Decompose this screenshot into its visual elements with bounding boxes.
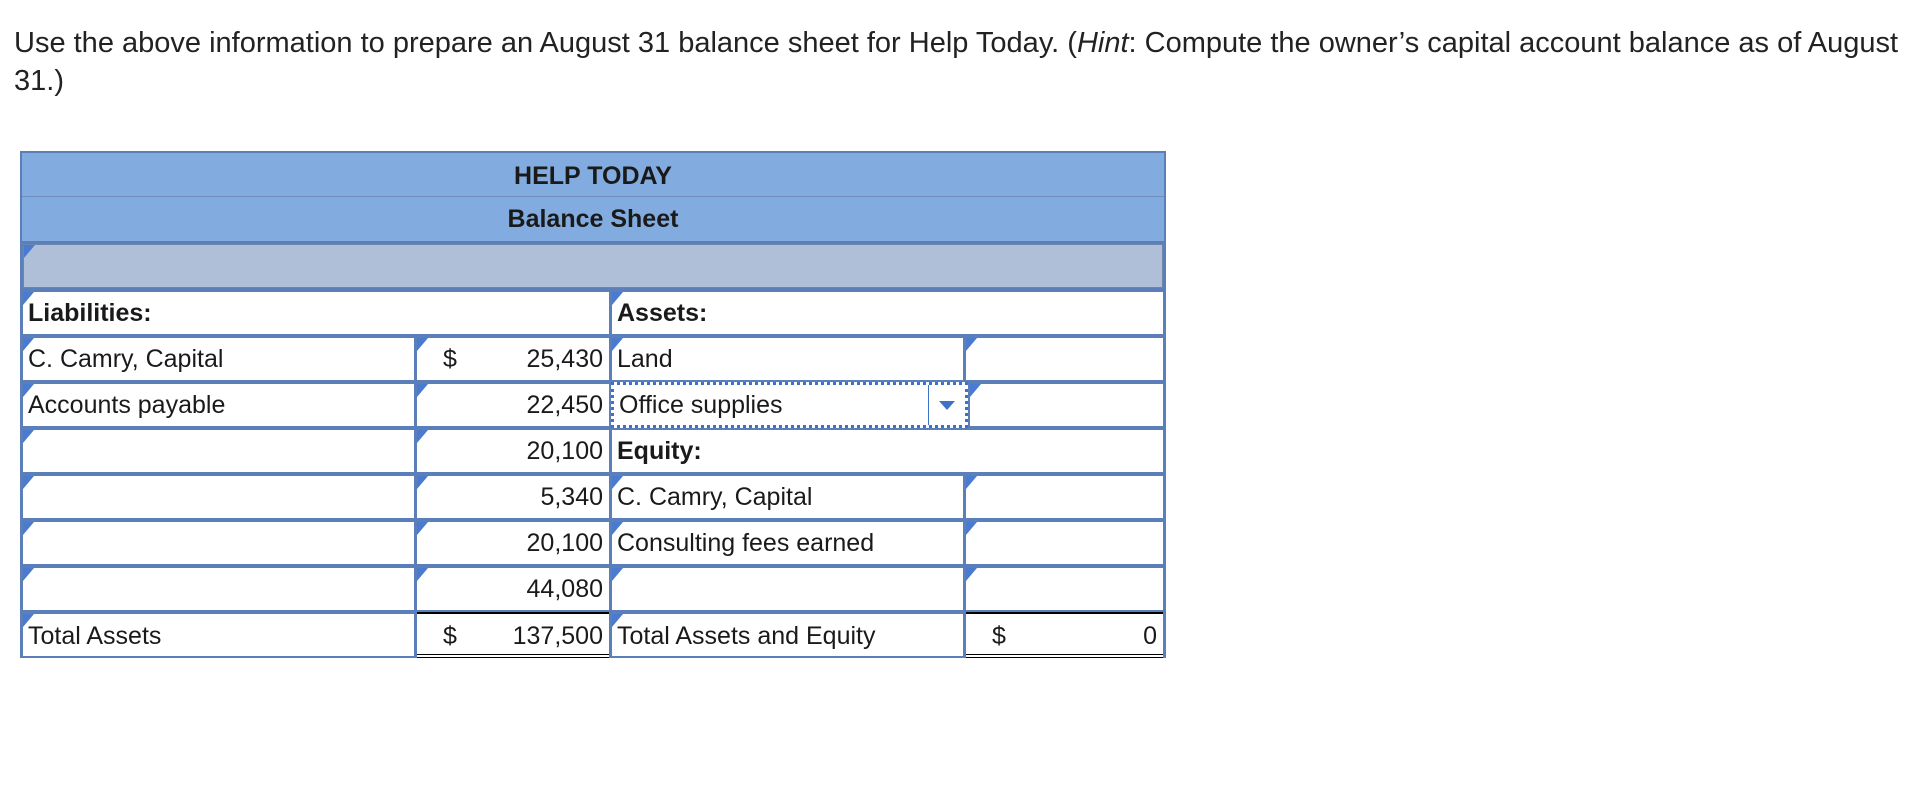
equity-heading[interactable] xyxy=(612,430,1163,472)
dollar-sign: $ xyxy=(992,622,1006,650)
assets-heading[interactable] xyxy=(612,292,1163,334)
input-marker-icon xyxy=(612,614,623,627)
left-amount-cell-2[interactable] xyxy=(417,384,609,426)
input-marker-icon xyxy=(23,338,34,351)
left-label-1: C. Camry, Capital xyxy=(28,345,224,373)
left-total-amount: 137,500 xyxy=(512,622,603,650)
input-marker-icon xyxy=(23,476,34,489)
left-amount-3: 20,100 xyxy=(526,437,603,465)
question-text xyxy=(14,24,1914,100)
input-marker-icon xyxy=(417,384,428,397)
date-input[interactable] xyxy=(23,244,1163,288)
input-marker-icon xyxy=(23,292,34,305)
right-label-cell-1[interactable] xyxy=(612,338,963,380)
input-marker-icon xyxy=(612,476,623,489)
left-label-cell-3[interactable] xyxy=(23,430,414,472)
input-marker-icon xyxy=(24,245,35,258)
right-total-label-cell[interactable] xyxy=(612,614,963,656)
left-total-amount-cell[interactable] xyxy=(417,612,609,658)
assets-heading-label: Assets: xyxy=(617,299,708,327)
question-text-end: : Compute the owner’s capital account balance as of August 31.) xyxy=(14,27,1899,97)
left-label-cell-6[interactable] xyxy=(23,568,414,610)
input-marker-icon xyxy=(966,568,977,581)
left-amount-2: 22,450 xyxy=(526,391,603,419)
left-amount-cell-6[interactable] xyxy=(417,568,609,610)
left-amount-cell-3[interactable] xyxy=(417,430,609,472)
left-label-cell-5[interactable] xyxy=(23,522,414,564)
question-text-start: Use the above information to prepare an August 31 balance sheet for Help Today. ( xyxy=(14,27,1077,59)
left-amount-4: 5,340 xyxy=(540,483,603,511)
input-marker-icon xyxy=(23,522,34,535)
input-marker-icon xyxy=(23,568,34,581)
right-label-cell-6[interactable] xyxy=(612,568,963,610)
right-total-amount: 0 xyxy=(1143,622,1157,650)
left-amount-1: 25,430 xyxy=(526,345,603,373)
input-marker-icon xyxy=(23,430,34,443)
input-marker-icon xyxy=(417,338,428,351)
input-marker-icon xyxy=(417,430,428,443)
input-marker-icon xyxy=(966,522,977,535)
dollar-sign: $ xyxy=(443,622,457,650)
left-label-cell-4[interactable] xyxy=(23,476,414,518)
dropdown-selected-value: Office supplies xyxy=(619,391,783,419)
input-marker-icon xyxy=(417,568,428,581)
left-label-cell-1[interactable] xyxy=(23,338,414,380)
right-label-4: C. Camry, Capital xyxy=(617,483,813,511)
balance-sheet-table xyxy=(20,151,1166,658)
right-label-1: Land xyxy=(617,345,673,373)
input-marker-icon xyxy=(612,568,623,581)
right-amount-cell-1[interactable] xyxy=(966,338,1163,380)
input-marker-icon xyxy=(970,384,981,397)
liabilities-heading[interactable] xyxy=(23,292,609,334)
right-amount-cell-4[interactable] xyxy=(966,476,1163,518)
dollar-sign: $ xyxy=(443,345,457,373)
right-amount-cell-2[interactable] xyxy=(970,384,1163,426)
right-amount-cell-6[interactable] xyxy=(966,568,1163,610)
right-label-cell-4[interactable] xyxy=(612,476,963,518)
statement-title: Balance Sheet xyxy=(22,197,1164,241)
input-marker-icon xyxy=(417,476,428,489)
input-marker-icon xyxy=(23,614,34,627)
left-amount-cell-5[interactable] xyxy=(417,522,609,564)
input-marker-icon xyxy=(966,338,977,351)
input-marker-icon xyxy=(23,384,34,397)
left-amount-cell-4[interactable] xyxy=(417,476,609,518)
input-marker-icon xyxy=(612,522,623,535)
input-marker-icon xyxy=(417,522,428,535)
left-amount-cell-1[interactable] xyxy=(417,338,609,380)
liabilities-heading-label: Liabilities: xyxy=(28,299,152,327)
right-total-label: Total Assets and Equity xyxy=(617,622,876,650)
chevron-down-icon[interactable] xyxy=(939,401,955,410)
left-amount-6: 44,080 xyxy=(526,575,603,603)
company-name: HELP TODAY xyxy=(22,153,1164,197)
right-label-cell-5[interactable] xyxy=(612,522,963,564)
input-marker-icon xyxy=(966,476,977,489)
input-marker-icon xyxy=(612,338,623,351)
dropdown-divider xyxy=(928,385,929,425)
left-total-label: Total Assets xyxy=(28,622,162,650)
right-total-amount-cell[interactable] xyxy=(966,612,1163,658)
left-label-2: Accounts payable xyxy=(28,391,226,419)
input-marker-icon xyxy=(612,292,623,305)
equity-heading-label: Equity: xyxy=(617,437,702,465)
account-dropdown[interactable] xyxy=(611,382,968,428)
hint-label: Hint xyxy=(1076,27,1129,59)
right-amount-cell-5[interactable] xyxy=(966,522,1163,564)
left-total-label-cell[interactable] xyxy=(23,614,414,656)
left-label-cell-2[interactable] xyxy=(23,384,414,426)
left-amount-5: 20,100 xyxy=(526,529,603,557)
right-label-5: Consulting fees earned xyxy=(617,529,875,557)
